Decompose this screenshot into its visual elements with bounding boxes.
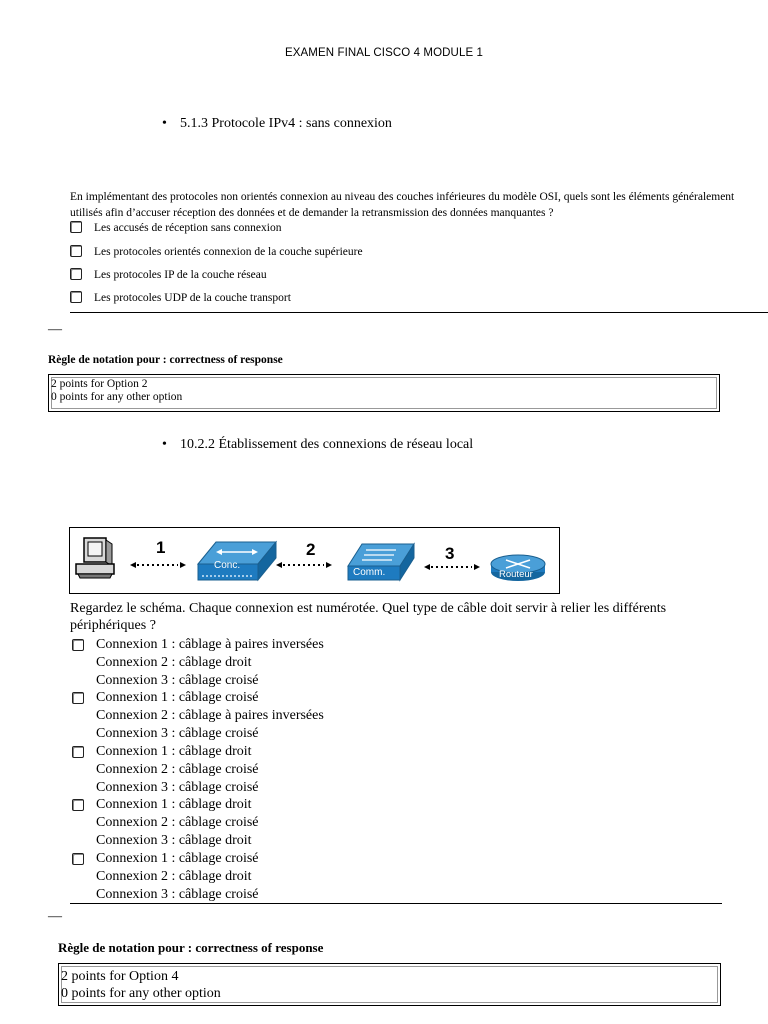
option-line: Connexion 3 : câblage croisé: [96, 887, 259, 902]
section1-option-4[interactable]: [70, 292, 291, 304]
rule-line: 0 points for any other option: [61, 986, 221, 1001]
section1-divider: [70, 312, 768, 313]
section2-option-5[interactable]: [72, 850, 259, 904]
connection-3-arrow: [424, 564, 480, 570]
network-diagram-svg: [70, 528, 561, 595]
checkbox[interactable]: [72, 692, 84, 704]
section2-rule-title: Règle de notation pour : correctness of response: [58, 940, 324, 955]
section2-option-4[interactable]: [72, 796, 259, 850]
section2-option-3[interactable]: [72, 743, 259, 797]
section1-option-2[interactable]: [70, 246, 363, 258]
option-line: Connexion 2 : câblage croisé: [96, 762, 259, 777]
connection-1-arrow: [130, 562, 186, 568]
option-line: Connexion 1 : câblage droit: [96, 797, 252, 812]
option-line: Connexion 1 : câblage croisé: [96, 851, 259, 866]
checkbox[interactable]: [72, 746, 84, 758]
option-line: Connexion 3 : câblage croisé: [96, 726, 259, 741]
pc-icon: [76, 538, 114, 578]
option-label: Les protocoles IP de la couche réseau: [94, 269, 267, 281]
section1-option-1[interactable]: [70, 222, 281, 234]
connection-3-label: 3: [445, 544, 455, 563]
section2-option-1[interactable]: [72, 636, 324, 690]
option-line: Connexion 2 : câblage droit: [96, 869, 252, 884]
option-label: Les accusés de réception sans connexion: [94, 222, 282, 234]
section2-heading-text: 10.2.2 Établissement des connexions de réseau local: [180, 437, 474, 452]
section1-heading-text: 5.1.3 Protocole IPv4 : sans connexion: [180, 116, 392, 131]
option-line: Connexion 1 : câblage croisé: [96, 690, 259, 705]
option-line: Connexion 2 : câblage croisé: [96, 815, 259, 830]
option-line: Connexion 1 : câblage à paires inversées: [96, 637, 324, 652]
bullet-marker: •: [162, 116, 167, 131]
option-line: Connexion 3 : câblage droit: [96, 833, 252, 848]
checkbox[interactable]: [70, 291, 82, 303]
switch-label: Comm.: [353, 567, 386, 578]
option-line: Connexion 3 : câblage croisé: [96, 780, 259, 795]
checkbox[interactable]: [70, 245, 82, 257]
section2-rule-box: [58, 963, 721, 1006]
section2-divider: [70, 903, 722, 904]
rule-line: 0 points for any other option: [51, 391, 183, 403]
checkbox[interactable]: [72, 639, 84, 651]
option-label: Les protocoles UDP de la couche transport: [94, 292, 291, 304]
checkbox[interactable]: [72, 853, 84, 865]
connection-2-arrow: [276, 562, 332, 568]
section1-heading: [162, 116, 392, 132]
router-label: Routeur: [499, 569, 533, 580]
section1-question: En implémentant des protocoles non orientés connexion au niveau des couches inférieures du modèle OSI, quels sont les éléments généralement utilisés afin d’accuser réception des données et de demander la retransmission des données manquantes ?: [70, 191, 735, 219]
rule-line: 2 points for Option 2: [51, 378, 148, 390]
network-diagram: [69, 527, 560, 594]
option-line: Connexion 3 : câblage croisé: [96, 673, 259, 688]
section1-rule-title: Règle de notation pour : correctness of response: [48, 354, 283, 366]
bullet-marker: •: [162, 437, 167, 452]
option-label: Les protocoles orientés connexion de la couche supérieure: [94, 246, 363, 258]
option-line: Connexion 2 : câblage droit: [96, 655, 252, 670]
section2-option-2[interactable]: [72, 689, 324, 743]
section2-dash: —: [48, 909, 62, 924]
section1-dash: —: [48, 322, 62, 337]
section2-heading: [162, 437, 473, 453]
section2-question: Regardez le schéma. Chaque connexion est numérotée. Quel type de câble doit servir à relier les différents périphériques ?: [70, 601, 667, 633]
connection-2-label: 2: [306, 540, 316, 559]
connection-1-label: 1: [156, 538, 166, 557]
checkbox[interactable]: [70, 268, 82, 280]
document-title: EXAMEN FINAL CISCO 4 MODULE 1: [284, 47, 484, 59]
checkbox[interactable]: [72, 799, 84, 811]
rule-line: 2 points for Option 4: [61, 969, 179, 984]
section1-option-3[interactable]: [70, 269, 267, 281]
checkbox[interactable]: [70, 221, 82, 233]
option-line: Connexion 2 : câblage à paires inversées: [96, 708, 324, 723]
option-line: Connexion 1 : câblage droit: [96, 744, 252, 759]
hub-label: Conc.: [214, 560, 241, 571]
section1-rule-box: [48, 374, 720, 412]
